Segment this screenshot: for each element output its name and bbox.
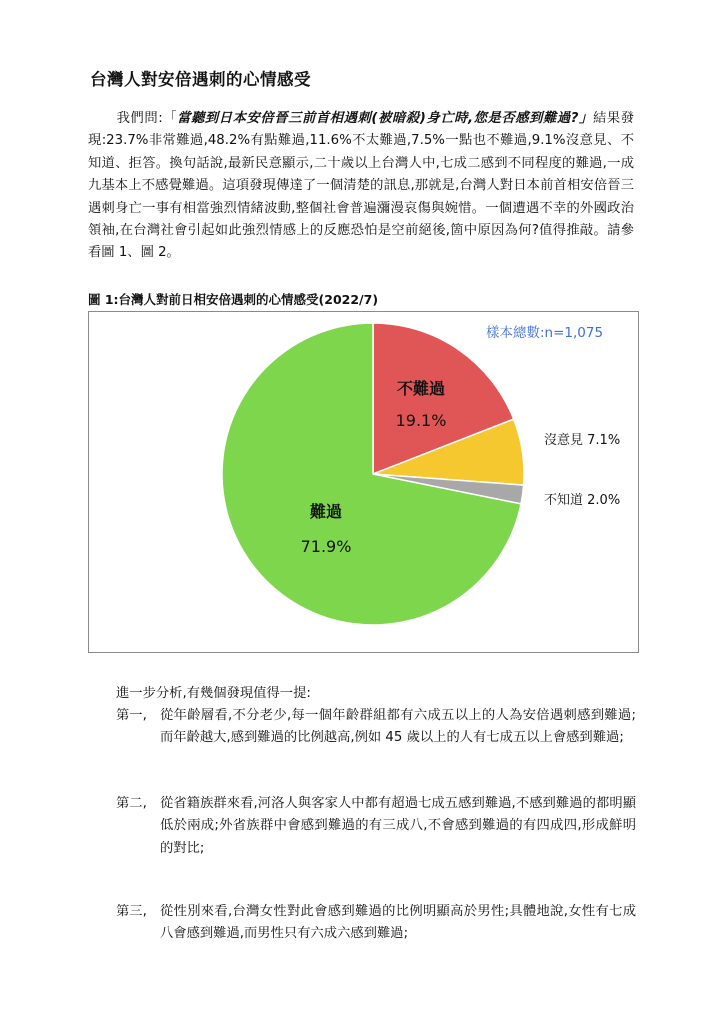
- slice-value-sad: 71.9%: [300, 537, 352, 556]
- finding-text: 從省籍族群來看,河洛人與客家人中都有超過七成五感到難過,不感到難過的都明顯低於兩成;外省族群中會感到難過的有三成八,不會感到難過的有四成四,形成鮮明的對比;: [160, 796, 636, 856]
- sample-size-note: 樣本總數:n=1,075: [486, 325, 604, 341]
- finding-item: [116, 793, 636, 860]
- finding-item: [116, 705, 636, 750]
- slice-label-not-sad: 不難過: [396, 379, 446, 398]
- slice-label-no-opinion-name: 沒意見: [544, 433, 584, 448]
- finding-text: 從性別來看,台灣女性對此會感到難過的比例明顯高於男性;具體地說,女性有七成八會感到難過,而男性只有六成六感到難過;: [160, 904, 636, 942]
- intro-body: 結果發現:23.7%非常難過,48.2%有點難過,11.6%不太難過,7.5%一點也不難過,9.1%沒意見、不知道、拒答。換句話說,最新民意顯示,二十歲以上台灣人中,七成二感到不同程度的難過,一成九基本上不感覺難過。這項發現傳達了一個清楚的訊息,那就是,台灣人對日本前首相安倍晉三遇刺身亡一事有相當強烈情緒波動,整個社會普遍瀰漫哀傷與婉惜。一個遭遇不幸的外國政治領袖,在台灣社會引起如此強烈情感上的反應恐怕是空前絕後,箇中原因為何?值得推敲。請參看圖 1、圖 2。: [88, 111, 635, 261]
- pie-chart-frame: [88, 311, 639, 653]
- finding-item: [116, 901, 636, 946]
- survey-question: 當聽到日本安倍晉三前首相遇刺(被暗殺)身亡時,您是否感到難過?」: [177, 111, 593, 126]
- slice-label-no-opinion: [544, 433, 620, 448]
- pie-chart: [89, 312, 640, 654]
- slice-label-dont-know-name: 不知道: [544, 493, 584, 508]
- finding-label: 第一,: [116, 708, 147, 723]
- page-title: 台灣人對安倍遇刺的心情感受: [90, 70, 311, 89]
- slice-value-not-sad: 19.1%: [395, 411, 447, 430]
- slice-label-no-opinion-value: 7.1%: [587, 433, 621, 448]
- figure-caption: 圖 1:台灣人對前日相安倍遇刺的心情感受(2022/7): [88, 292, 379, 307]
- slice-label-dont-know: [544, 493, 620, 508]
- slice-label-sad: 難過: [309, 502, 343, 521]
- intro-paragraph: [88, 108, 634, 265]
- slice-label-dont-know-value: 2.0%: [587, 493, 621, 508]
- finding-label: 第三,: [116, 904, 147, 919]
- finding-label: 第二,: [116, 796, 147, 811]
- analysis-intro: 進一步分析,有幾個發現值得一提:: [116, 686, 311, 701]
- intro-lead: 我們問:「: [116, 111, 178, 126]
- finding-text: 從年齡層看,不分老少,每一個年齡群組都有六成五以上的人為安倍遇刺感到難過;而年齡越大,感到難過的比例越高,例如 45 歲以上的人有七成五以上會感到難過;: [160, 708, 636, 746]
